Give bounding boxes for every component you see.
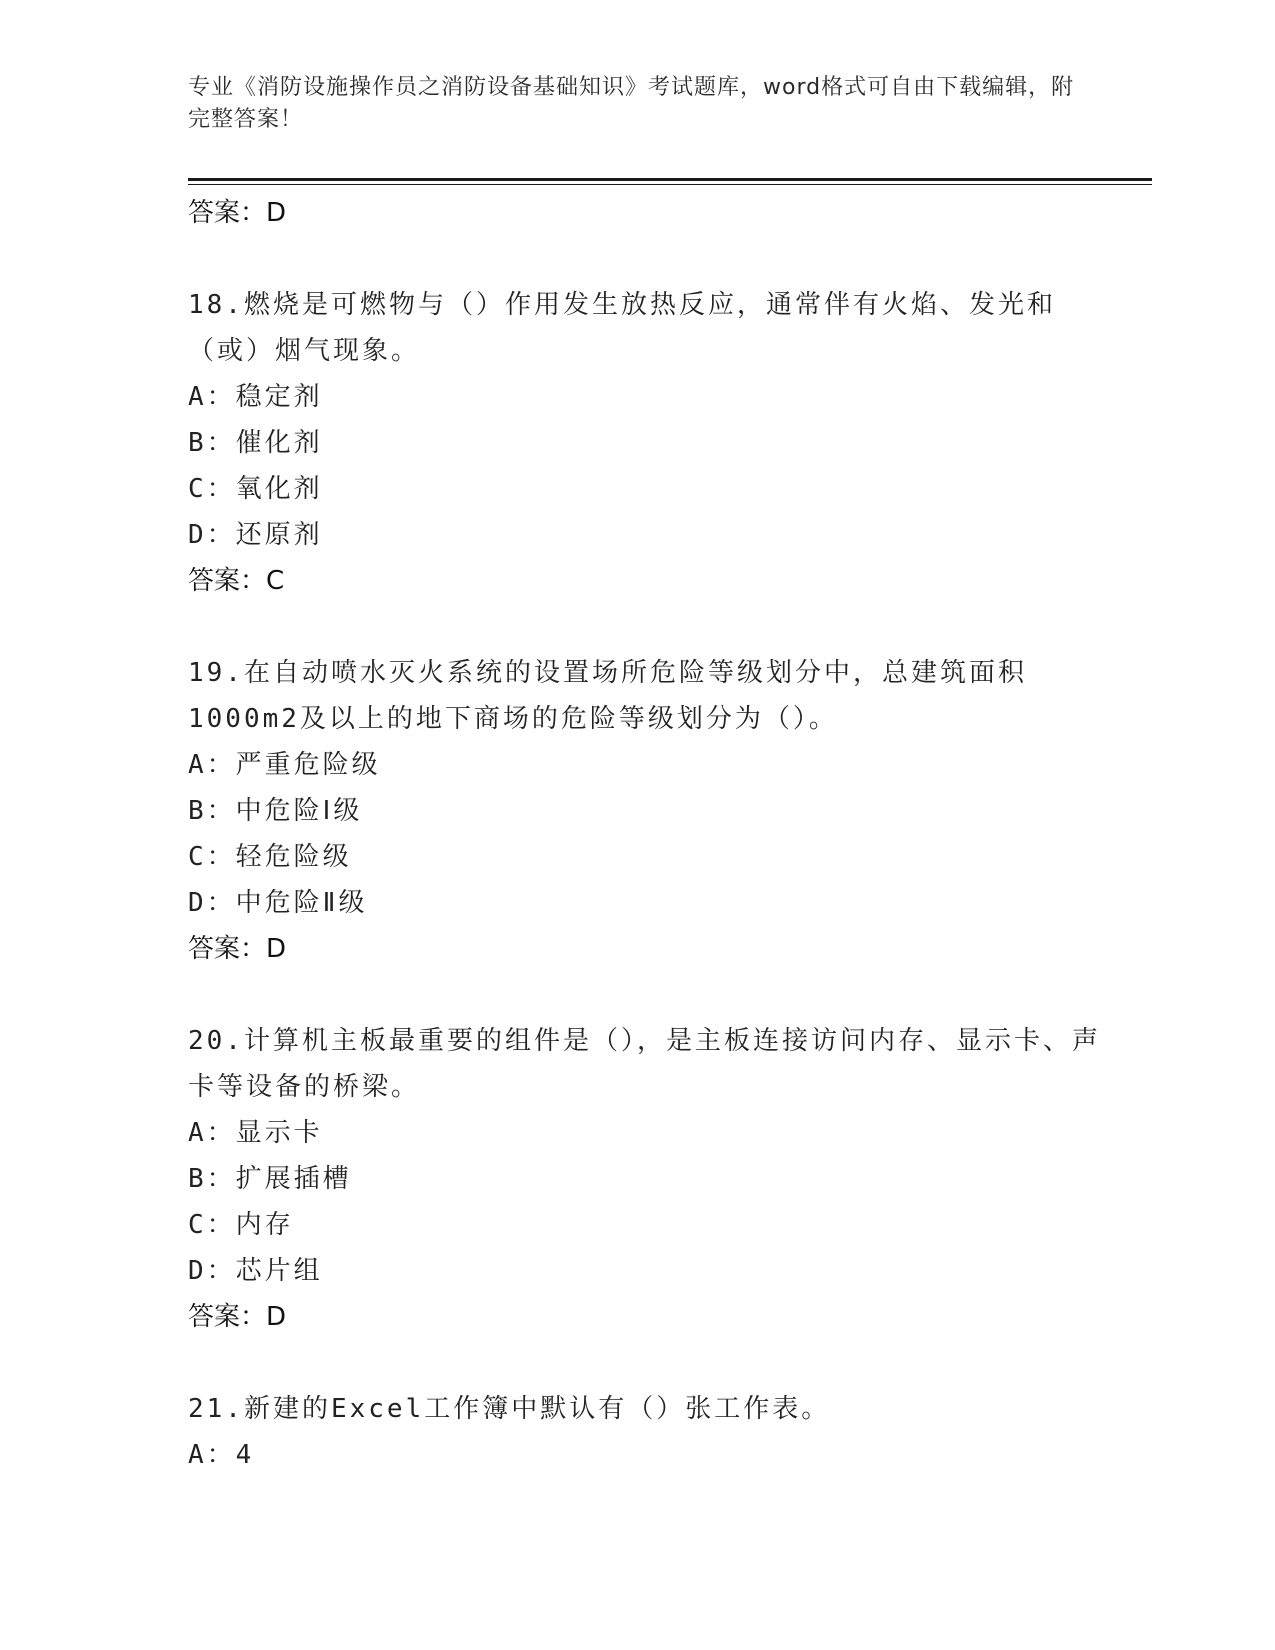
spacer bbox=[188, 1340, 1108, 1386]
question-text: 19.在自动喷水灭火系统的设置场所危险等级划分中，总建筑面积1000m2及以上的地下商场的危险等级划分为（）。 bbox=[188, 658, 1027, 734]
answer-line: 答案：D bbox=[188, 1302, 287, 1332]
header-divider-thin bbox=[188, 184, 1152, 185]
question-list bbox=[188, 190, 1108, 1478]
answer-line: 答案：D bbox=[188, 934, 287, 964]
option-b: B：催化剂 bbox=[188, 428, 323, 458]
question-20 bbox=[188, 1018, 1108, 1340]
option-c: C：轻危险级 bbox=[188, 842, 352, 872]
answer-line: 答案：C bbox=[188, 566, 285, 596]
question-18 bbox=[188, 282, 1108, 604]
option-a: A：显示卡 bbox=[188, 1118, 323, 1148]
question-text: 21.新建的Excel工作簿中默认有（）张工作表。 bbox=[188, 1394, 831, 1424]
option-b: B：中危险Ⅰ级 bbox=[188, 796, 363, 826]
header-divider-thick bbox=[188, 178, 1152, 181]
option-a: A：严重危险级 bbox=[188, 750, 381, 780]
question-text: 20.计算机主板最重要的组件是（），是主板连接访问内存、显示卡、声卡等设备的桥梁。 bbox=[188, 1026, 1101, 1102]
option-c: C：内存 bbox=[188, 1210, 294, 1240]
option-d: D：还原剂 bbox=[188, 520, 323, 550]
question-text: 18.燃烧是可燃物与（）作用发生放热反应，通常伴有火焰、发光和（或）烟气现象。 bbox=[188, 290, 1056, 366]
spacer bbox=[188, 604, 1108, 650]
option-c: C：氧化剂 bbox=[188, 474, 323, 504]
question-19 bbox=[188, 650, 1108, 972]
option-d: D：芯片组 bbox=[188, 1256, 323, 1286]
spacer bbox=[188, 236, 1108, 282]
answer-line: 答案：D bbox=[188, 198, 287, 228]
spacer bbox=[188, 972, 1108, 1018]
option-d: D：中危险Ⅱ级 bbox=[188, 888, 368, 918]
question-21 bbox=[188, 1386, 1108, 1478]
option-a: A：稳定剂 bbox=[188, 382, 323, 412]
option-a: A：4 bbox=[188, 1440, 255, 1470]
document-header: 专业《消防设施操作员之消防设备基础知识》考试题库，word格式可自由下载编辑，附完整答案！ bbox=[188, 75, 1075, 132]
option-b: B：扩展插槽 bbox=[188, 1164, 352, 1194]
